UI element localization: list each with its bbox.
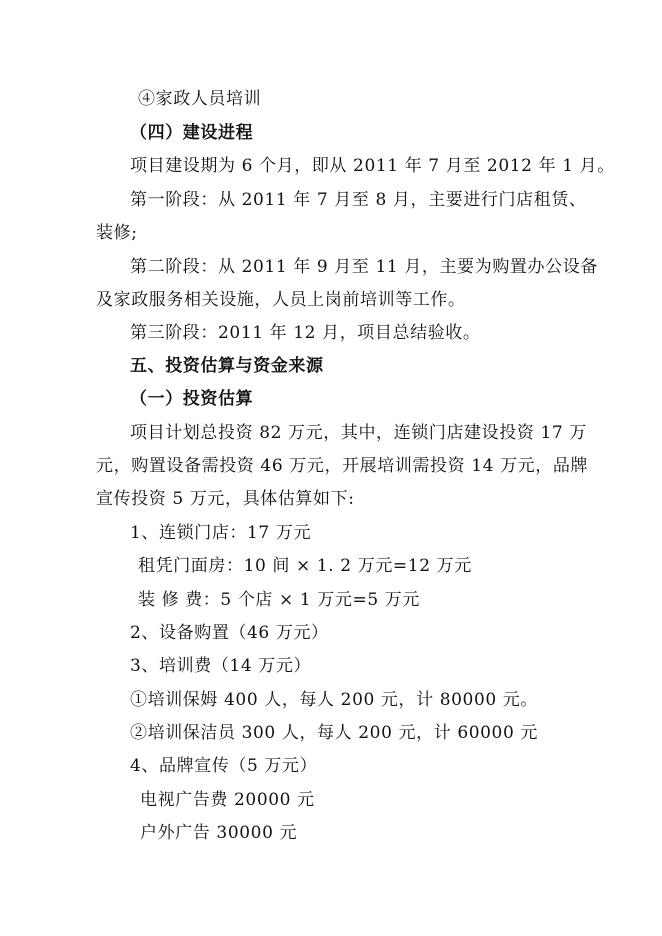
list-item: 4、品牌宣传（5 万元）: [130, 756, 318, 776]
list-item: ①培训保姆 400 人，每人 200 元，计 80000 元。: [130, 690, 538, 710]
list-item: 装 修 费：5 个店 × 1 万元=5 万元: [138, 590, 420, 610]
section-heading-investment-estimate: （一）投资估算: [130, 389, 254, 409]
paragraph-line: 元，购置设备需投资 46 万元，开展培训需投资 14 万元，品牌: [96, 456, 589, 476]
chapter-heading-investment: 五、投资估算与资金来源: [130, 356, 324, 376]
paragraph-line: 装修;: [96, 223, 138, 243]
list-item-domestic-staff-training: ④家政人员培训: [138, 89, 262, 109]
list-item: 1、连锁门店：17 万元: [130, 523, 312, 543]
paragraph-line: 第二阶段：从 2011 年 9 月至 11 月，主要为购置办公设备: [130, 257, 598, 277]
list-item: 3、培训费（14 万元）: [130, 656, 312, 676]
list-item: 电视广告费 20000 元: [140, 790, 315, 810]
paragraph-line: 第一阶段：从 2011 年 7 月至 8 月，主要进行门店租赁、: [130, 190, 587, 210]
list-item: 租凭门面房：10 间 × 1. 2 万元=12 万元: [138, 556, 472, 576]
list-item: 2、设备购置（46 万元）: [130, 623, 329, 643]
section-heading-construction-schedule: （四）建设进程: [130, 123, 254, 143]
list-item: 户外广告 30000 元: [140, 823, 298, 843]
paragraph-line: 项目建设期为 6 个月，即从 2011 年 7 月至 2012 年 1 月。: [130, 156, 615, 176]
paragraph-line: 宣传投资 5 万元，具体估算如下:: [96, 489, 355, 509]
paragraph-line: 及家政服务相关设施，人员上岗前培训等工作。: [96, 290, 466, 310]
paragraph-line: 项目计划总投资 82 万元，其中，连锁门店建设投资 17 万: [130, 423, 587, 443]
list-item: ②培训保洁员 300 人，每人 200 元，计 60000 元: [130, 723, 538, 743]
paragraph-line: 第三阶段：2011 年 12 月，项目总结验收。: [130, 323, 481, 343]
